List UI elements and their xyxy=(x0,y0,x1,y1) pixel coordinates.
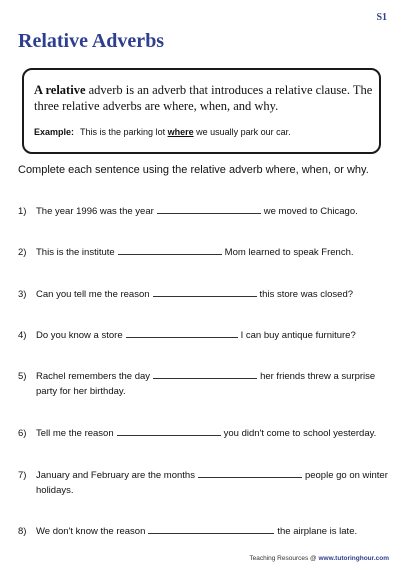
example-label: Example: xyxy=(34,127,75,137)
rule-rest: adverb is an adverb that introduces a relative clause. The three relative adverbs are where, when, and why. xyxy=(34,83,373,113)
question-text-after: I can buy antique furniture? xyxy=(240,330,356,341)
question-number: 3) xyxy=(18,289,27,300)
answer-blank[interactable] xyxy=(118,245,222,255)
question-text-before: Tell me the reason xyxy=(36,428,114,439)
instructions: Complete each sentence using the relative adverb where, when, or why. xyxy=(18,164,369,176)
question-number: 6) xyxy=(18,428,27,439)
question-text-after: this store was closed? xyxy=(259,289,354,300)
question-text-after: you didn't come to school yesterday. xyxy=(223,428,377,439)
question-number: 1) xyxy=(18,206,27,217)
question-text-after: Mom learned to speak French. xyxy=(224,247,354,258)
example-before: This is the parking lot xyxy=(80,127,168,137)
example-target: where xyxy=(167,127,194,137)
answer-blank[interactable] xyxy=(157,204,261,214)
question-text-before: We don't know the reason xyxy=(36,526,146,537)
question-text-before: January and February are the months xyxy=(36,470,195,481)
answer-blank[interactable] xyxy=(153,369,257,379)
question-text-after: her friends threw a surprise party for her birthday. xyxy=(36,371,376,397)
question-text-before: Do you know a store xyxy=(36,330,123,341)
page-title: Relative Adverbs xyxy=(18,30,165,52)
answer-blank[interactable] xyxy=(198,468,302,478)
example-line xyxy=(34,127,291,137)
question-text-after: we moved to Chicago. xyxy=(263,206,358,217)
answer-blank[interactable] xyxy=(148,524,274,534)
rule-box xyxy=(22,68,381,154)
answer-blank[interactable] xyxy=(126,328,238,338)
question-text-before: Can you tell me the reason xyxy=(36,289,150,300)
answer-blank[interactable] xyxy=(117,426,221,436)
footer-prefix: Teaching Resources @ xyxy=(249,555,319,562)
rule-text xyxy=(34,82,374,114)
question-number: 7) xyxy=(18,470,27,481)
footer-link[interactable]: www.tutoringhour.com xyxy=(318,555,389,562)
example-after: we usually park our car. xyxy=(193,127,291,137)
rule-lead: A relative xyxy=(34,83,86,97)
answer-blank[interactable] xyxy=(153,287,257,297)
question-text-before: Rachel remembers the day xyxy=(36,371,151,382)
question-text-before: This is the institute xyxy=(36,247,115,258)
footer xyxy=(249,555,389,562)
question-number: 5) xyxy=(18,371,27,382)
question-text-before: The year 1996 was the year xyxy=(36,206,154,217)
question-text-after: the airplane is late. xyxy=(277,526,358,537)
sheet-id: S1 xyxy=(376,12,387,23)
question-number: 2) xyxy=(18,247,27,258)
question-number: 4) xyxy=(18,330,27,341)
question-number: 8) xyxy=(18,526,27,537)
question-text-after: people go on winter holidays. xyxy=(36,470,388,496)
